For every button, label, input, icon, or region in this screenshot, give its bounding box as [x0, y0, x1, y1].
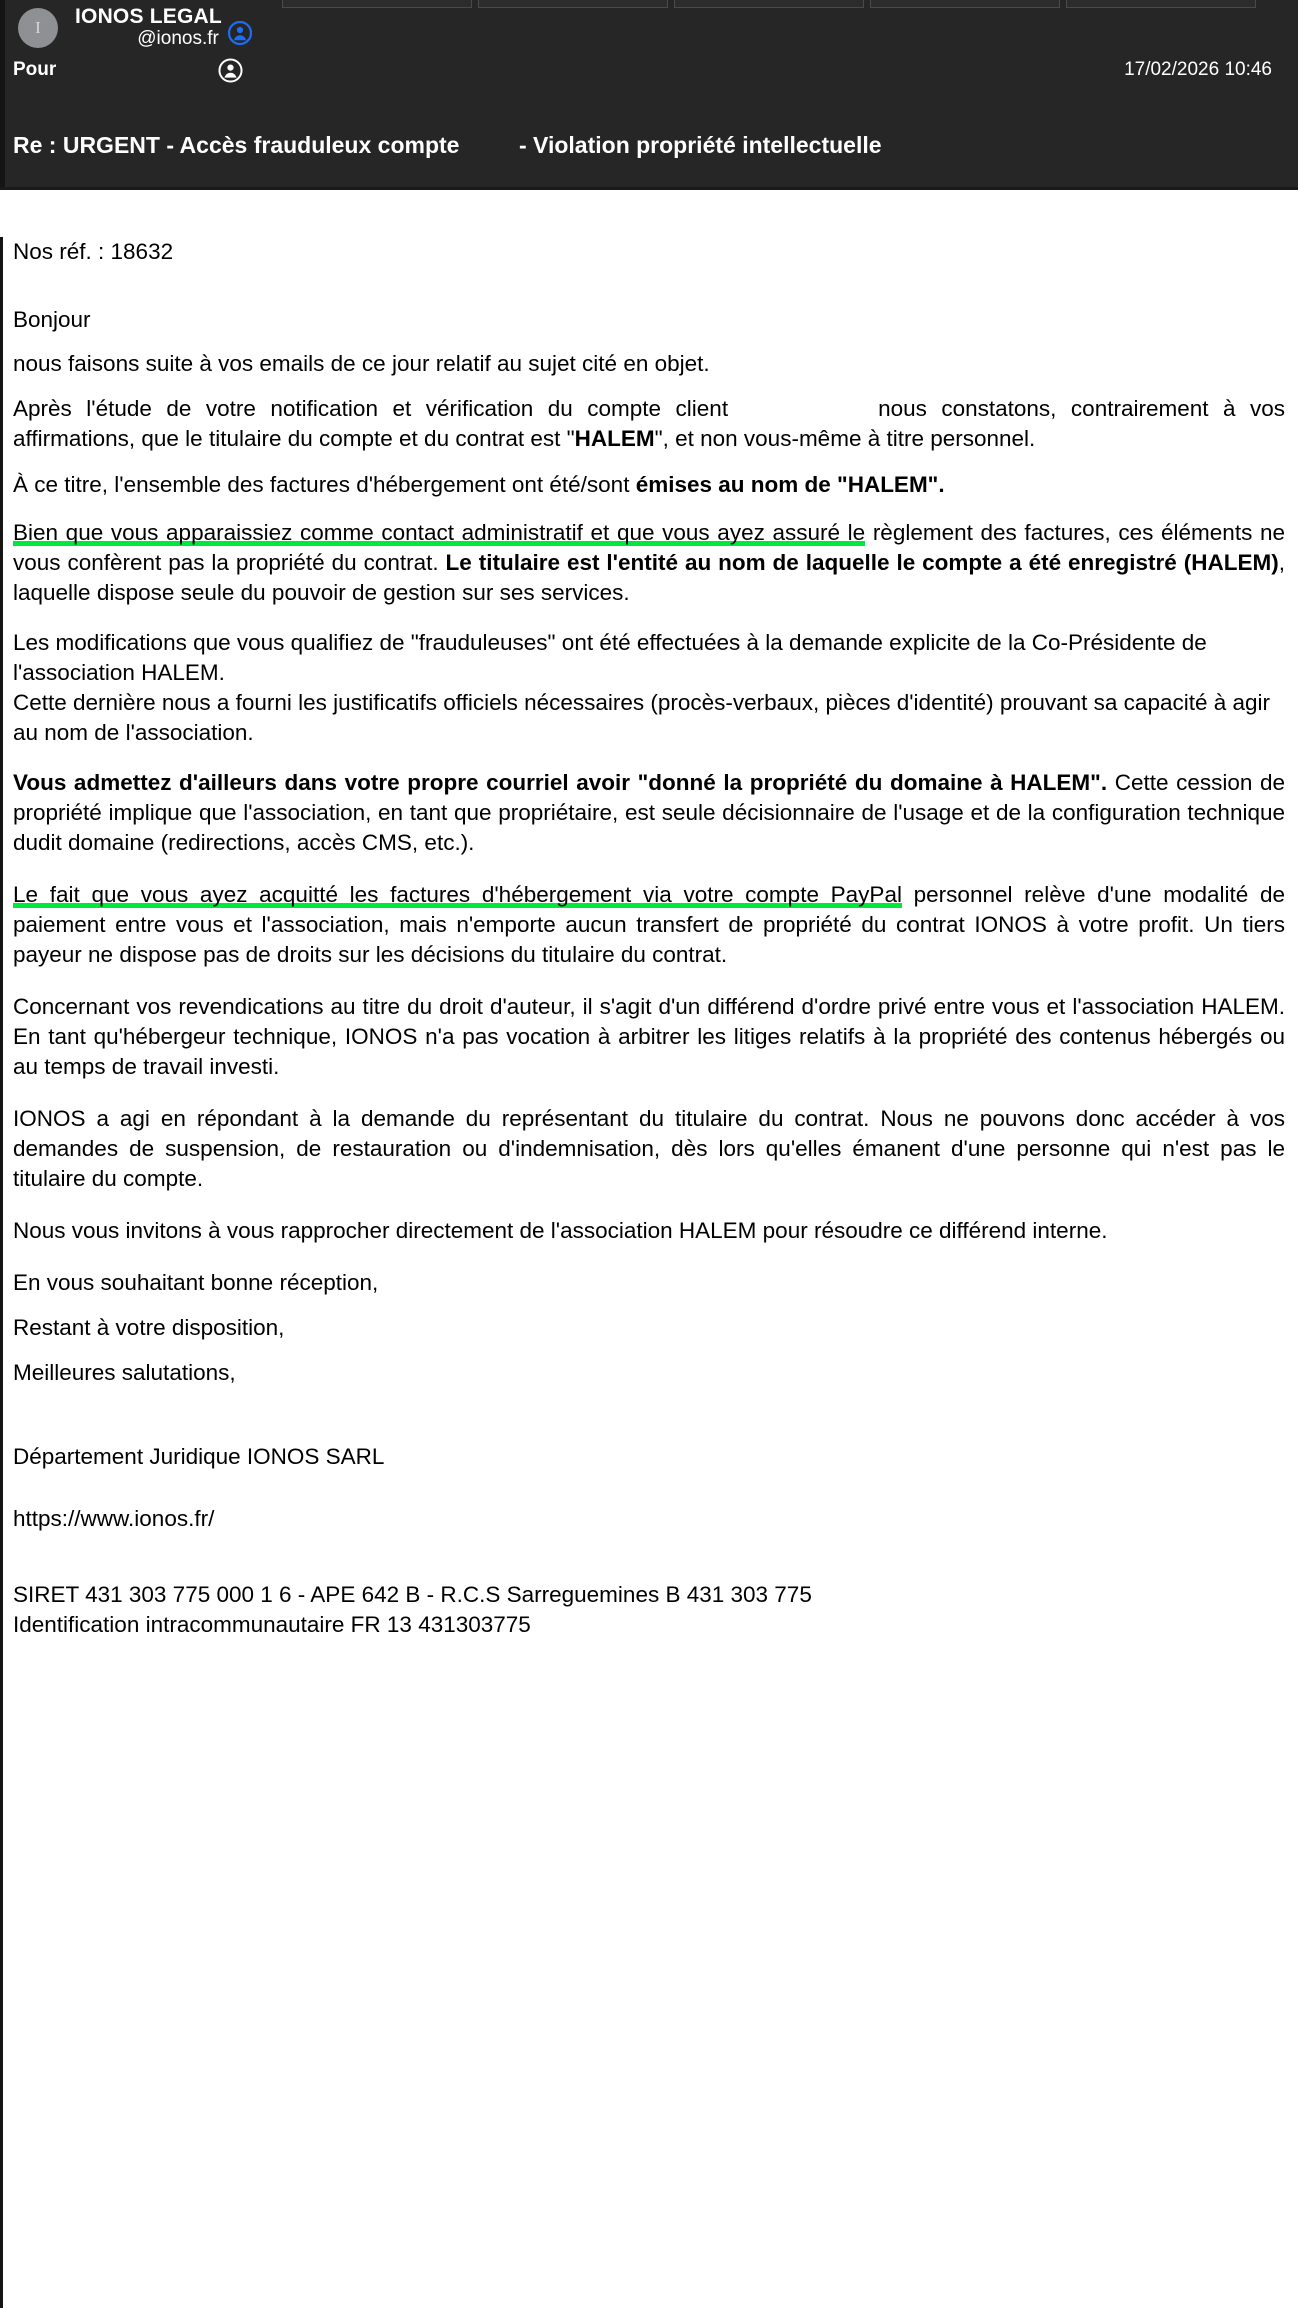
signature-url[interactable]: https://www.ionos.fr/: [13, 1506, 215, 1531]
closing-reception: En vous souhaitant bonne réception,: [13, 1270, 379, 1295]
paragraph-modifications-line-2: Cette dernière nous a fourni les justificatifs officiels nécessaires (procès-verbaux, pièces d'identité) prouvant sa capacité à agir au nom de l'association.: [13, 690, 1271, 745]
highlighted-text-paypal: Le fait que vous ayez acquitté les factures d'hébergement via votre compte PayPal: [13, 882, 902, 907]
browser-tab[interactable]: [282, 0, 472, 8]
intro-paragraph: nous faisons suite à vos emails de ce jour relatif au sujet cité en objet.: [13, 351, 710, 376]
paragraph-admin-contact-bold: Le titulaire est l'entité au nom de laquelle le compte a été enregistré (HALEM): [445, 550, 1279, 575]
sender-handle: @ionos.fr: [137, 28, 219, 50]
paragraph-invoices-bold: émises au nom de "HALEM".: [635, 472, 945, 497]
sender-identity: [75, 6, 222, 49]
paragraph-copyright: Concernant vos revendications au titre du droit d'auteur, il s'agit d'un différend d'ordre privé entre vous et l'association HALEM. En tant qu'hébergeur technique, IONOS n'a pas vocation à arbitrer les litiges relatifs à la propriété des contenus hébergés ou au temps de travail investi.: [13, 994, 1285, 1079]
browser-tab[interactable]: [870, 0, 1060, 8]
closing-salutations: Meilleures salutations,: [13, 1360, 236, 1385]
browser-tab[interactable]: [478, 0, 668, 8]
legal-line-vat: Identification intracommunautaire FR 13 431303775: [13, 1612, 531, 1637]
timestamp: 17/02/2026 10:46: [1124, 59, 1272, 80]
paragraph-invoices-text: À ce titre, l'ensemble des factures d'hébergement ont été/sont: [13, 472, 636, 497]
paragraph-admission-bold: Vous admettez d'ailleurs dans votre propre courriel avoir "donné la propriété du domaine à HALEM".: [13, 770, 1108, 795]
paragraph-ownership: [13, 394, 1285, 454]
paragraph-paypal: [13, 880, 1285, 970]
paragraph-admin-contact: [13, 518, 1285, 608]
browser-tab[interactable]: [1066, 0, 1256, 8]
legal-footer: [13, 1580, 1285, 1640]
signature-department: Département Juridique IONOS SARL: [13, 1444, 385, 1469]
subject-part-2: - Violation propriété intellectuelle: [519, 131, 882, 158]
sender-row[interactable]: [18, 4, 252, 52]
sender-name: IONOS LEGAL: [75, 5, 222, 29]
legal-line-siret: SIRET 431 303 775 000 1 6 - APE 642 B - R.C.S Sarreguemines B 431 303 775: [13, 1582, 812, 1607]
paragraph-modifications-line-1: Les modifications que vous qualifiez de "frauduleuses" ont été effectuées à la demande explicite de la Co-Présidente de l'association HALEM.: [13, 630, 1207, 685]
recipient-label: Pour: [13, 59, 57, 80]
contact-icon[interactable]: [218, 58, 243, 83]
email-header: [0, 0, 1298, 190]
greeting: Bonjour: [13, 307, 91, 332]
browser-tab[interactable]: [674, 0, 864, 8]
body-left-edge: [0, 237, 3, 2308]
paragraph-invitation: Nous vous invitons à vous rapprocher directement de l'association HALEM pour résoudre ce différend interne.: [13, 1218, 1108, 1243]
paragraph-admin-contact-text-a: règlement des factures, ces éléments ne vous confèrent pas la propriété du contrat.: [13, 520, 1285, 575]
paragraph-ownership-text-a: Après l'étude de votre notification et vérification du compte client: [13, 396, 729, 421]
contact-badge-icon[interactable]: [228, 21, 252, 45]
paragraph-admission: [13, 768, 1285, 858]
paragraph-ownership-text-c: ", et non vous-même à titre personnel.: [654, 426, 1036, 451]
paragraph-ownership-text-b: nous constatons, contrairement à vos affirmations, que le titulaire du compte et du contrat est ": [13, 396, 1285, 451]
subject-part-1: Re : URGENT - Accès frauduleux compte: [13, 131, 460, 158]
paragraph-ionos-action: IONOS a agi en répondant à la demande du représentant du titulaire du contrat. Nous ne pouvons donc accéder à vos demandes de suspension, de restauration ou d'indemnisation, dès lors qu'elles émanent d'une personne qui n'est pas le titulaire du compte.: [13, 1106, 1285, 1191]
closing-disposition: Restant à votre disposition,: [13, 1315, 285, 1340]
reference-line: Nos réf. : 18632: [13, 239, 174, 264]
email-body: [0, 237, 1298, 1640]
halem-bold-1: HALEM: [574, 426, 655, 451]
avatar: I: [18, 8, 58, 48]
subject-row: [0, 124, 1298, 166]
paragraph-invoices: [13, 470, 1285, 500]
recipient-row: [13, 55, 1285, 85]
paragraph-paypal-text: personnel relève d'une modalité de paiement entre vous et l'association, mais n'emporte aucun transfert de propriété du contrat IONOS à votre profit. Un tiers payeur ne dispose pas de droits sur les décisions du titulaire du contrat.: [13, 882, 1285, 967]
highlighted-text-admin-contact: Bien que vous apparaissiez comme contact administratif et que vous ayez assuré le: [13, 520, 866, 545]
header-divider: [0, 187, 1298, 190]
paragraph-admin-contact-text-b: , laquelle dispose seule du pouvoir de gestion sur ses services.: [13, 550, 1285, 605]
paragraph-admission-text: Cette cession de propriété implique que l'association, en tant que propriétaire, est seule décisionnaire de l'usage et de la configuration technique dudit domaine (redirections, accès CMS, etc.).: [13, 770, 1285, 855]
